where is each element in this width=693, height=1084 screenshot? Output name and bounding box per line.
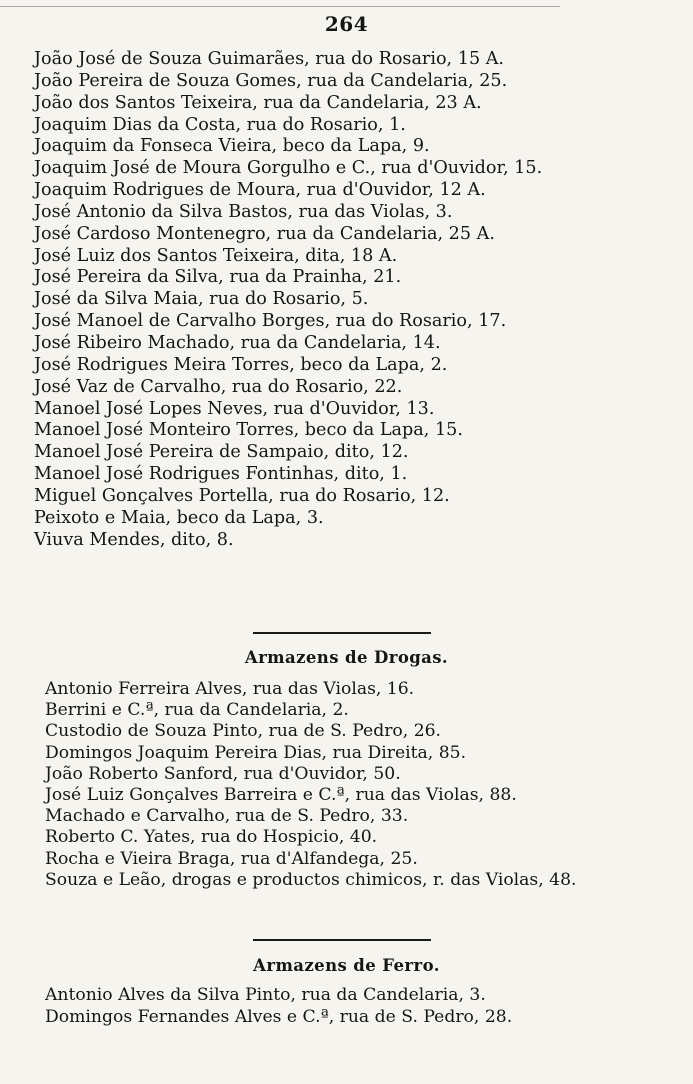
directory-entry: João Pereira de Souza Gomes, rua da Candelaria, 25.	[34, 70, 508, 91]
directory-entry: Antonio Alves da Silva Pinto, rua da Candelaria, 3.	[45, 985, 486, 1005]
directory-list-drogas	[45, 679, 685, 891]
directory-entry: José Luiz Gonçalves Barreira e C.ª, rua das Violas, 88.	[45, 784, 517, 805]
directory-list-ferro	[45, 985, 685, 1028]
directory-entry: Custodio de Souza Pinto, rua de S. Pedro, 26.	[45, 721, 442, 742]
directory-entry: Miguel Gonçalves Portella, rua do Rosario, 12.	[34, 485, 450, 506]
directory-entry: Roberto C. Yates, rua do Hospicio, 40.	[45, 827, 378, 848]
directory-entry: Manoel José Rodrigues Fontinhas, dito, 1.	[34, 464, 408, 485]
directory-entry: Antonio Ferreira Alves, rua das Violas, 16.	[45, 679, 415, 699]
directory-entry: Domingos Fernandes Alves e C.ª, rua de S. Pedro, 28.	[45, 1006, 513, 1027]
directory-entry: Joaquim Rodrigues de Moura, rua d'Ouvidor, 12 A.	[34, 180, 486, 201]
directory-list-main	[34, 49, 674, 551]
directory-entry: Viuva Mendes, dito, 8.	[34, 529, 234, 550]
directory-entry: Machado e Carvalho, rua de S. Pedro, 33.	[45, 806, 409, 827]
directory-entry: Manoel José Pereira de Sampaio, dito, 12.	[34, 442, 409, 463]
directory-entry: José Vaz de Carvalho, rua do Rosario, 22.	[34, 376, 403, 397]
directory-entry: José Antonio da Silva Bastos, rua das Violas, 3.	[34, 201, 453, 222]
directory-entry: Domingos Joaquim Pereira Dias, rua Direita, 85.	[45, 742, 467, 763]
directory-entry: José Rodrigues Meira Torres, beco da Lapa, 2.	[34, 354, 448, 375]
directory-entry: Souza e Leão, drogas e productos chimicos, r. das Violas, 48.	[45, 869, 577, 890]
directory-entry: José Luiz dos Santos Teixeira, dita, 18 A.	[34, 245, 398, 266]
directory-entry: João José de Souza Guimarães, rua do Rosario, 15 A.	[34, 49, 505, 69]
directory-entry: João dos Santos Teixeira, rua da Candelaria, 23 A.	[34, 92, 482, 113]
directory-entry: Joaquim José de Moura Gorgulho e C., rua d'Ouvidor, 15.	[34, 158, 543, 179]
directory-entry: José Ribeiro Machado, rua da Candelaria, 14.	[34, 332, 441, 353]
directory-entry: Joaquim da Fonseca Vieira, beco da Lapa, 9.	[34, 136, 430, 157]
directory-entry: João Roberto Sanford, rua d'Ouvidor, 50.	[45, 763, 401, 784]
section-divider	[253, 939, 431, 941]
directory-entry: José Pereira da Silva, rua da Prainha, 21.	[34, 267, 402, 288]
section-divider	[253, 632, 431, 634]
directory-entry: Rocha e Vieira Braga, rua d'Alfandega, 25.	[45, 848, 418, 869]
directory-entry: Manoel José Lopes Neves, rua d'Ouvidor, 13.	[34, 398, 435, 419]
directory-entry: Berrini e C.ª, rua da Candelaria, 2.	[45, 700, 349, 721]
directory-entry: José da Silva Maia, rua do Rosario, 5.	[34, 289, 369, 310]
directory-entry: José Manoel de Carvalho Borges, rua do Rosario, 17.	[34, 311, 507, 332]
section-heading-drogas: Armazens de Drogas.	[244, 648, 449, 667]
page-number: 264	[324, 12, 369, 36]
top-edge-rule	[0, 6, 560, 7]
directory-entry: Manoel José Monteiro Torres, beco da Lapa, 15.	[34, 420, 463, 441]
directory-entry: Joaquim Dias da Costa, rua do Rosario, 1.	[34, 114, 406, 135]
directory-entry: Peixoto e Maia, beco da Lapa, 3.	[34, 507, 324, 528]
section-heading-ferro: Armazens de Ferro.	[253, 956, 440, 975]
directory-entry: José Cardoso Montenegro, rua da Candelaria, 25 A.	[34, 223, 495, 244]
